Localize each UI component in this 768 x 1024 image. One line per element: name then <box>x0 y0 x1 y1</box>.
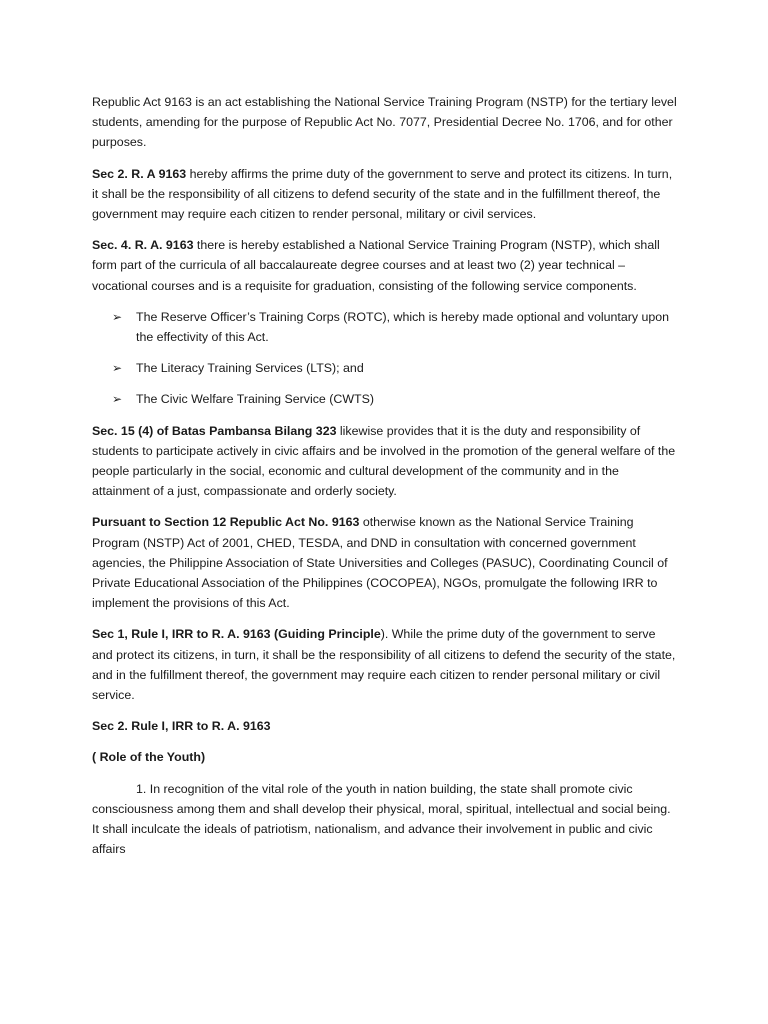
list-item <box>92 389 678 409</box>
list-item-text: The Reserve Officer’s Training Corps (ROTC), which is hereby made optional and voluntary upon the effectivity of this Act. <box>136 309 670 345</box>
arrow-bullet-icon: ➢ <box>112 361 123 376</box>
arrow-bullet-icon: ➢ <box>112 309 123 324</box>
rule1-sec1-heading: Sec 1, Rule I, IRR to R. A. 9163 (Guiding Principle <box>92 627 381 642</box>
sec2-heading: Sec 2. R. A 9163 <box>92 166 187 181</box>
sec15-paragraph <box>92 421 678 502</box>
list-item <box>92 358 678 378</box>
youth-item-text: 1. In recognition of the vital role of the youth in nation building, the state shall promote civic consciousness among them and shall develop their physical, moral, spiritual, intellectual and social being. It shall inculcate the ideals of patriotism, nationalism, and advance their involvement in public and civic affairs <box>92 781 671 857</box>
sec4-text: there is hereby established a National Service Training Program (NSTP), which shall form part of the curricula of all baccalaureate degree courses and at least two (2) year technical – vocational courses and is a requisite for graduation, consisting of the following service components. <box>92 238 660 293</box>
arrow-bullet-icon: ➢ <box>112 392 123 407</box>
intro-text: Republic Act 9163 is an act establishing the National Service Training Program (NSTP) for the tertiary level students, amending for the purpose of Republic Act No. 7077, Presidential Decree No. 1706, and for other purposes. <box>92 95 677 150</box>
sec15-heading: Sec. 15 (4) of Batas Pambansa Bilang 323 <box>92 423 337 438</box>
rule1-sec1-text: ). While the prime duty of the government to serve and protect its citizens, in turn, it shall be the responsibility of all citizens to defend the security of the state, and in the fulfillment thereof, the government may require each citizen to render personal military or civil service. <box>92 627 676 703</box>
role-of-youth-heading: ( Role of the Youth) <box>92 750 206 765</box>
sec4-heading: Sec. 4. R. A. 9163 <box>92 238 194 253</box>
rule1-sec2-heading: Sec 2. Rule I, IRR to R. A. 9163 <box>92 719 271 734</box>
sec2-paragraph <box>92 164 678 225</box>
list-item <box>92 307 678 347</box>
sec15-text: likewise provides that it is the duty and responsibility of students to participate actively in civic affairs and be involved in the promotion of the general welfare of the people particularly in the social, economic and cultural development of the community and in the attainment of a just, compassionate and orderly society. <box>92 423 676 499</box>
role-of-youth-paragraph <box>92 747 678 767</box>
list-item-text: The Literacy Training Services (LTS); and <box>136 361 364 376</box>
section12-paragraph <box>92 512 678 613</box>
rule1-sec2-heading-paragraph <box>92 716 678 736</box>
sec4-paragraph <box>92 235 678 296</box>
rule1-sec1-paragraph <box>92 624 678 705</box>
sec2-text: hereby affirms the prime duty of the government to serve and protect its citizens. In turn, it shall be the responsibility of all citizens to defend security of the state and in the fulfillment thereof, the government may require each citizen to render personal, military or civil services. <box>92 166 673 222</box>
document-body <box>92 92 678 871</box>
section12-text: otherwise known as the National Service Training Program (NSTP) Act of 2001, CHED, TESDA, and DND in consultation with concerned government agencies, the Philippine Association of State Universities and Colleges (PASUC), Coordinating Council of Private Educational Association of the Philippines (COCOPEA), NGOs, promulgate the following IRR to implement the provisions of this Act. <box>92 515 668 611</box>
service-components-list <box>92 307 678 410</box>
section12-heading: Pursuant to Section 12 Republic Act No. 9163 <box>92 515 360 530</box>
youth-item-paragraph <box>92 779 678 860</box>
list-item-text: The Civic Welfare Training Service (CWTS) <box>136 392 374 407</box>
intro-paragraph <box>92 92 678 153</box>
